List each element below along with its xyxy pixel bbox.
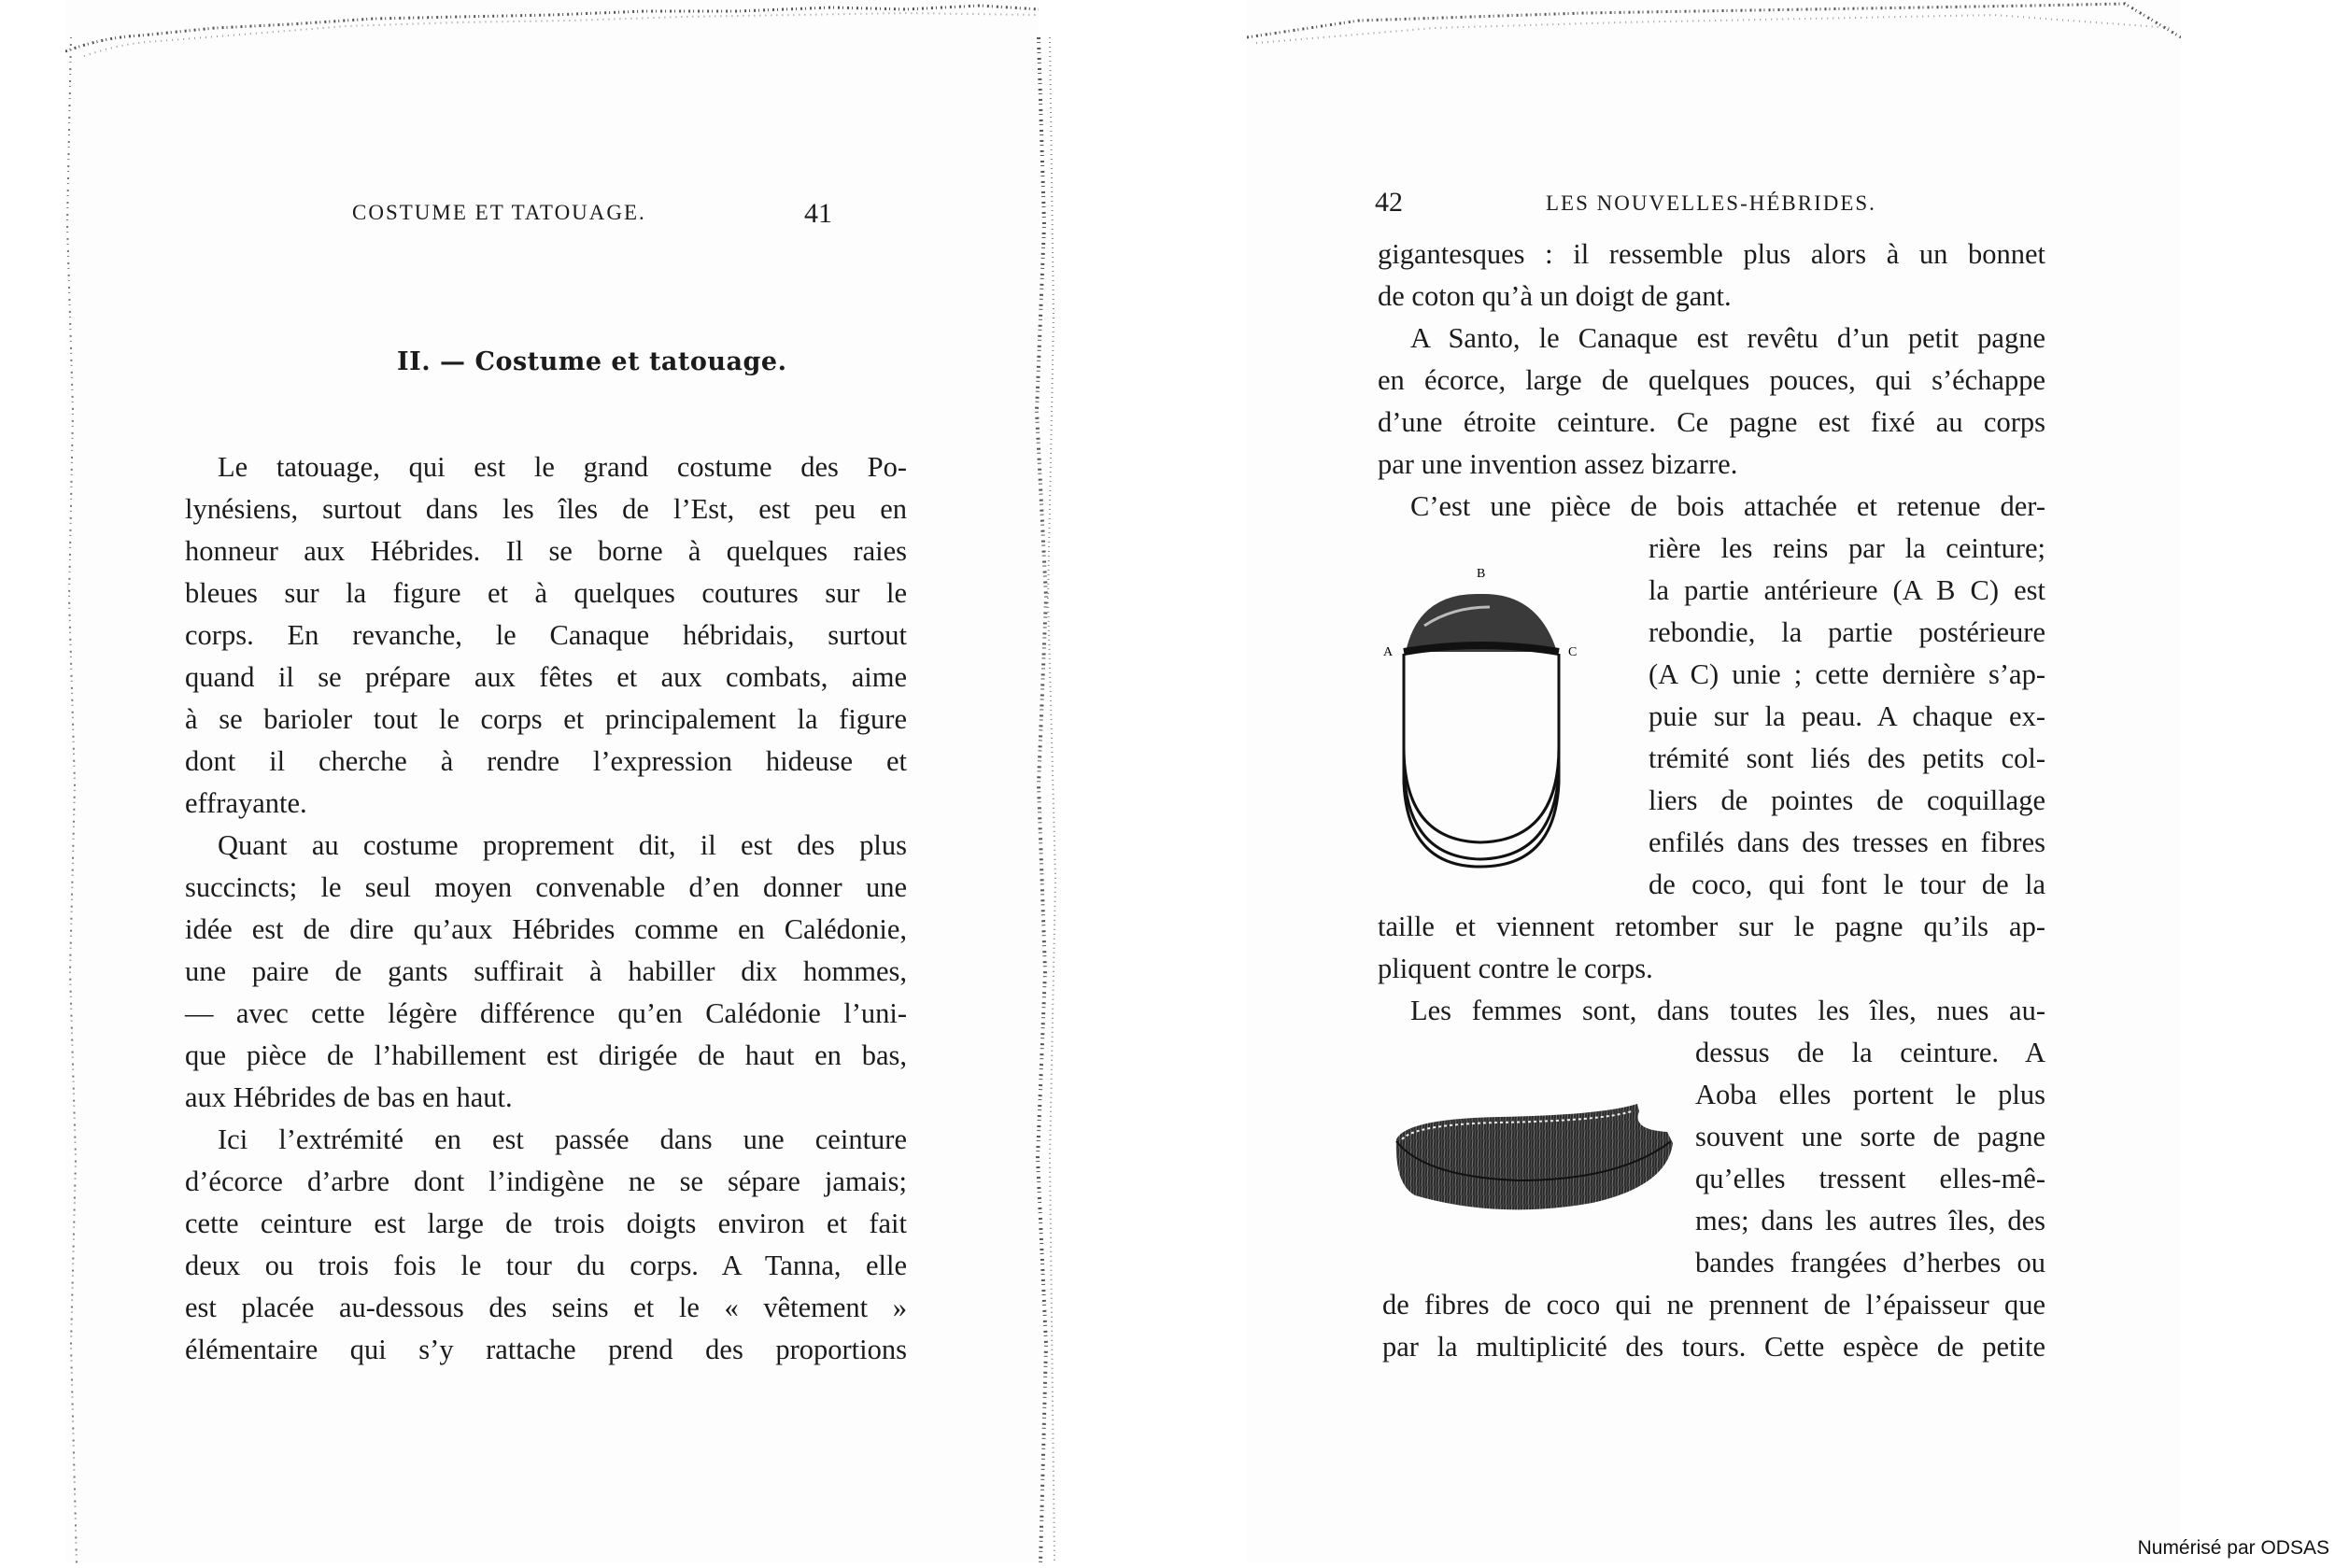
text-line: succincts; le seul moyen convenable d’en donner une bbox=[185, 871, 907, 903]
text-line: corps. En revanche, le Canaque hébridais, surtout bbox=[185, 619, 907, 651]
text-line: dont il cherche à rendre l’expression hideuse et bbox=[185, 745, 907, 777]
text-line: de coton qu’à un doigt de gant. bbox=[1378, 280, 1732, 312]
text-line: trémité sont liés des petits col- bbox=[1649, 742, 2045, 774]
text-line: lynésiens, surtout dans les îles de l’Est, est peu en bbox=[185, 493, 907, 525]
figure-label-b: B bbox=[1477, 567, 1486, 581]
text-line: Les femmes sont, dans toutes les îles, nues au- bbox=[1410, 995, 2045, 1026]
text-line: dessus de la ceinture. A bbox=[1695, 1037, 2045, 1068]
text-line: bleues sur la figure et à quelques coutures sur le bbox=[185, 577, 907, 609]
text-line: gigantesques : il ressemble plus alors à un bonnet bbox=[1378, 238, 2045, 270]
text-line: (A C) unie ; cette dernière s’ap- bbox=[1649, 658, 2045, 690]
text-line: aux Hébrides de bas en haut. bbox=[185, 1081, 513, 1113]
text-line: puie sur la peau. A chaque ex- bbox=[1649, 700, 2045, 732]
text-line: à se barioler tout le corps et principalement la figure bbox=[185, 703, 907, 735]
torn-edge-top-left bbox=[65, 0, 1039, 65]
section-title: II. — Costume et tatouage. bbox=[397, 347, 787, 376]
text-line: d’une étroite ceinture. Ce pagne est fixé au corps bbox=[1378, 406, 2045, 438]
text-line: taille et viennent retomber sur le pagne qu’ils ap- bbox=[1378, 911, 2045, 942]
figure-fringed-belt bbox=[1387, 1083, 1686, 1233]
text-line: enfilés dans des tresses en fibres bbox=[1649, 826, 2045, 858]
text-line: de coco, qui font le tour de la bbox=[1649, 869, 2045, 900]
text-line: souvent une sorte de pagne bbox=[1695, 1121, 2045, 1152]
text-line: est placée au-dessous des seins et le « vêtement » bbox=[185, 1292, 907, 1323]
text-line: que pièce de l’habillement est dirigée de haut en bas, bbox=[185, 1039, 907, 1071]
left-page bbox=[65, 0, 1039, 1563]
torn-edge-top-right bbox=[1247, 0, 2181, 65]
text-line: de fibres de coco qui ne prennent de l’épaisseur que bbox=[1382, 1289, 2045, 1321]
text-line: Le tatouage, qui est le grand costume des Po- bbox=[218, 451, 907, 483]
torn-edge-right bbox=[1029, 37, 1067, 1563]
text-line: rebondie, la partie postérieure bbox=[1649, 616, 2045, 648]
figure-label-c: C bbox=[1568, 645, 1578, 659]
text-line: liers de pointes de coquillage bbox=[1649, 784, 2045, 816]
digitization-credit: Numérisé par ODSAS bbox=[2137, 1537, 2329, 1559]
text-line: une paire de gants suffirait à habiller dix hommes, bbox=[185, 955, 907, 987]
text-line: Quant au costume proprement dit, il est des plus bbox=[218, 829, 907, 861]
page-number: 42 bbox=[1375, 187, 1403, 218]
text-line: C’est une pièce de bois attachée et retenue der- bbox=[1410, 490, 2045, 522]
text-line: A Santo, le Canaque est revêtu d’un petit pagne bbox=[1410, 322, 2045, 354]
page-number: 41 bbox=[804, 198, 832, 229]
figure-label-a: A bbox=[1383, 645, 1394, 659]
text-line: Ici l’extrémité en est passée dans une ceinture bbox=[218, 1123, 907, 1155]
running-head: COSTUME ET TATOUAGE. bbox=[352, 201, 646, 224]
text-line: la partie antérieure (A B C) est bbox=[1649, 574, 2045, 606]
text-line: qu’elles tressent elles-mê- bbox=[1695, 1163, 2045, 1194]
text-line: par la multiplicité des tours. Cette espèce de petite bbox=[1382, 1331, 2045, 1363]
text-line: — avec cette légère différence qu’en Calédonie l’uni- bbox=[185, 997, 907, 1029]
text-line: pliquent contre le corps. bbox=[1378, 953, 1653, 984]
text-line: deux ou trois fois le tour du corps. A Tanna, elle bbox=[185, 1250, 907, 1281]
text-line: par une invention assez bizarre. bbox=[1378, 448, 1738, 480]
text-line: rière les reins par la ceinture; bbox=[1649, 532, 2045, 564]
torn-edge-left bbox=[58, 37, 95, 1563]
text-line: d’écorce d’arbre dont l’indigène ne se sépare jamais; bbox=[185, 1165, 907, 1197]
text-line: cette ceinture est large de trois doigts environ et fait bbox=[185, 1208, 907, 1239]
running-head: LES NOUVELLES-HÉBRIDES. bbox=[1546, 191, 1876, 215]
text-line: bandes frangées d’herbes ou bbox=[1695, 1247, 2045, 1278]
text-line: élémentaire qui s’y rattache prend des proportions bbox=[185, 1334, 907, 1365]
text-line: idée est de dire qu’aux Hébrides comme en Calédonie, bbox=[185, 913, 907, 945]
text-line: Aoba elles portent le plus bbox=[1695, 1079, 2045, 1110]
text-line: honneur aux Hébrides. Il se borne à quelques raies bbox=[185, 535, 907, 567]
figure-wooden-piece bbox=[1378, 560, 1592, 869]
text-line: mes; dans les autres îles, des bbox=[1695, 1205, 2045, 1236]
text-line: quand il se prépare aux fêtes et aux combats, aime bbox=[185, 661, 907, 693]
text-line: effrayante. bbox=[185, 787, 307, 819]
text-line: en écorce, large de quelques pouces, qui s’échappe bbox=[1378, 364, 2045, 396]
right-page bbox=[1247, 0, 2181, 1563]
